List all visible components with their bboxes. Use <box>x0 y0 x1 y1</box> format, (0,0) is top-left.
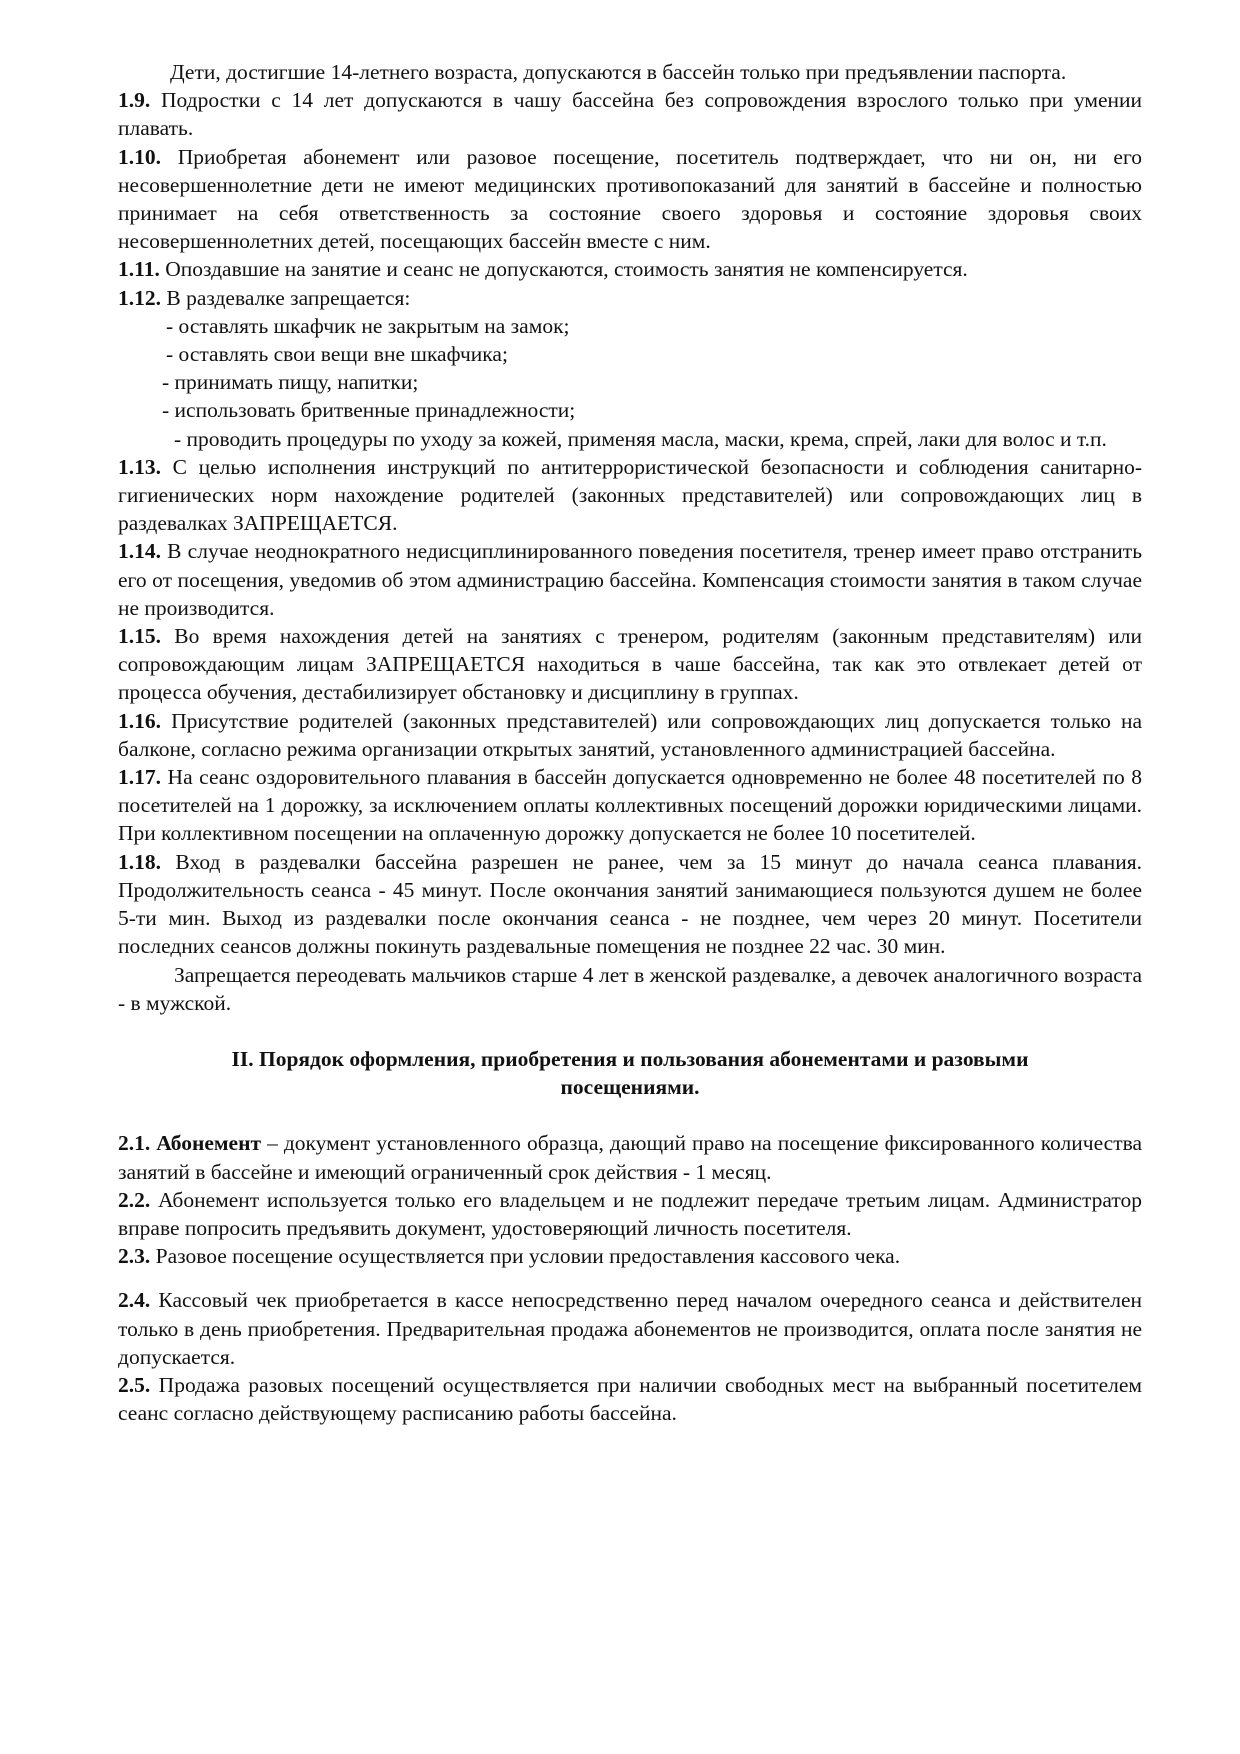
rule-text: В раздевалке запрещается: <box>166 285 411 310</box>
rule-number: 2.3. <box>118 1244 151 1269</box>
rule-text: С целью исполнения инструкций по антитеррористической безопасности и соблюдения санитарно-гигиенических норм нахождение родителей (законных представителей) или сопровождающих лиц в раздевалках ЗАПРЕЩАЕТСЯ. <box>118 454 1142 536</box>
rule-text: Опоздавшие на занятие и сеанс не допускаются, стоимость занятия не компенсируется. <box>165 257 968 282</box>
rules-section-2a <box>118 1129 1142 1270</box>
rule-text: Кассовый чек приобретается в кассе непосредственно перед началом очередного сеанса и действителен только в день приобретения. Предварительная продажа абонементов не производится, оплата после занятия не допускается. <box>118 1288 1143 1369</box>
rule-1-14 <box>118 537 1142 622</box>
rule-text: Приобретая абонемент или разовое посещение, посетитель подтверждает, что ни он, ни его несовершеннолетние дети не имеют медицинских противопоказаний для занятий в бассейне и полностью принимает на себя ответственность за состояние своего здоровья и состояние здоровья своих несовершеннолетних детей, посещающих бассейн вместе с ним. <box>118 144 1142 254</box>
rule-1-17 <box>118 763 1142 848</box>
rule-number: 1.14. <box>118 539 161 564</box>
rule-number: 1.11. <box>118 257 160 282</box>
prohibitions-list <box>118 312 1142 453</box>
rule-1-10 <box>118 143 1142 256</box>
rules-section-1b <box>118 453 1142 961</box>
section-2-heading <box>118 1045 1142 1101</box>
rule-number: 2.5. <box>118 1372 151 1397</box>
rule-number: 1.9. <box>118 88 151 113</box>
rule-number: 2.1. <box>118 1131 151 1156</box>
rule-text: Вход в раздевалки бассейна разрешен не ранее, чем за 15 минут до начала сеанса плавания. Продолжительность сеанса - 45 минут. После окончания занятий занимающиеся пользуются душем не более 5-ти мин. Выход из раздевалки после окончания сеанса - не позднее, чем через 20 минут. Посетители последних сеансов должны покинуть раздевальные помещения не позднее 22 час. 30 мин. <box>118 849 1142 959</box>
rule-number: 1.12. <box>118 285 161 310</box>
rule-text: На сеанс оздоровительного плавания в бассейн допускается одновременно не более 48 посетителей по 8 посетителей на 1 дорожку, за исключением оплаты коллективных посещений дорожки юридическими лицами. При коллективном посещении на оплаченную дорожку допускается не более 10 посетителей. <box>118 765 1142 846</box>
rule-1-12 <box>118 284 1142 312</box>
rule-term: Абонемент <box>156 1131 262 1156</box>
rule-1-11 <box>118 255 1142 283</box>
rule-text: Во время нахождения детей на занятиях с тренером, родителям (законным представителям) или сопровождающим лицам ЗАПРЕЩАЕТСЯ находиться в чаше бассейна, так как это отвлекает детей от процесса обучения, дестабилизирует обстановку и дисциплину в группах. <box>118 624 1143 705</box>
changing-room-rule: Запрещается переодевать мальчиков старше 4 лет в женской раздевалке, а девочек аналогичного возраста - в мужской. <box>118 962 1142 1015</box>
rule-text: Абонемент используется только его владельцем и не подлежит передаче третьим лицам. Администратор вправе попросить предъявить документ, удостоверяющий личность посетителя. <box>118 1187 1142 1240</box>
rule-2-3 <box>118 1242 1142 1270</box>
rule-number: 1.18. <box>118 849 161 874</box>
rule-number: 1.16. <box>118 708 161 733</box>
section-2-title-line2: посещениями. <box>560 1075 700 1100</box>
rule-number: 1.10. <box>118 144 161 169</box>
rule-2-2 <box>118 1186 1142 1242</box>
list-item: - оставлять свои вещи вне шкафчика; <box>166 342 508 367</box>
rule-text: – документ установленного образца, дающий право на посещение фиксированного количества занятий в бассейне и имеющий ограниченный срок действия - 1 месяц. <box>118 1131 1143 1184</box>
list-item: - принимать пищу, напитки; <box>162 370 419 395</box>
rule-1-15 <box>118 622 1142 707</box>
rule-text: Присутствие родителей (законных представителей) или сопровождающих лиц допускается только на балконе, согласно режима организации открытых занятий, установленного администрацией бассейна. <box>118 708 1143 761</box>
rule-number: 1.13. <box>118 454 161 479</box>
rule-text: В случае неоднократного недисциплинированного поведения посетителя, тренер имеет право отстранить его от посещения, уведомив об этом администрацию бассейна. Компенсация стоимости занятия в таком случае не производится. <box>118 539 1142 620</box>
rule-2-5 <box>118 1371 1142 1427</box>
rules-section-2b <box>118 1286 1142 1427</box>
rule-number: 1.15. <box>118 624 161 649</box>
rule-text: Подростки с 14 лет допускаются в чашу бассейна без сопровождения взрослого только при умении плавать. <box>118 88 1143 141</box>
rule-1-9 <box>118 86 1142 142</box>
document-page <box>118 58 1142 1427</box>
rules-section-1a <box>118 86 1142 312</box>
rule-2-1 <box>118 1129 1142 1185</box>
section-2-title-line1: II. Порядок оформления, приобретения и пользования абонементами и разовыми <box>231 1046 1029 1071</box>
rule-1-18 <box>118 848 1142 961</box>
list-item: - проводить процедуры по уходу за кожей, применяя масла, маски, крема, спрей, лаки для волос и т.п. <box>174 426 1107 451</box>
rule-text: Разовое посещение осуществляется при условии предоставления кассового чека. <box>155 1244 901 1269</box>
intro-children-paragraph: Дети, достигшие 14-летнего возраста, допускаются в бассейн только при предъявлении паспорта. <box>170 60 1067 84</box>
rule-number: 2.2. <box>118 1187 151 1212</box>
list-item: - оставлять шкафчик не закрытым на замок; <box>166 313 570 338</box>
rule-1-16 <box>118 707 1142 763</box>
rule-number: 1.17. <box>118 765 161 790</box>
rule-1-13 <box>118 453 1142 538</box>
rule-number: 2.4. <box>118 1288 151 1313</box>
rule-2-4 <box>118 1286 1142 1371</box>
list-item: - использовать бритвенные принадлежности; <box>162 398 576 423</box>
rule-text: Продажа разовых посещений осуществляется при наличии свободных мест на выбранный посетителем сеанс согласно действующему расписанию работы бассейна. <box>118 1372 1143 1426</box>
